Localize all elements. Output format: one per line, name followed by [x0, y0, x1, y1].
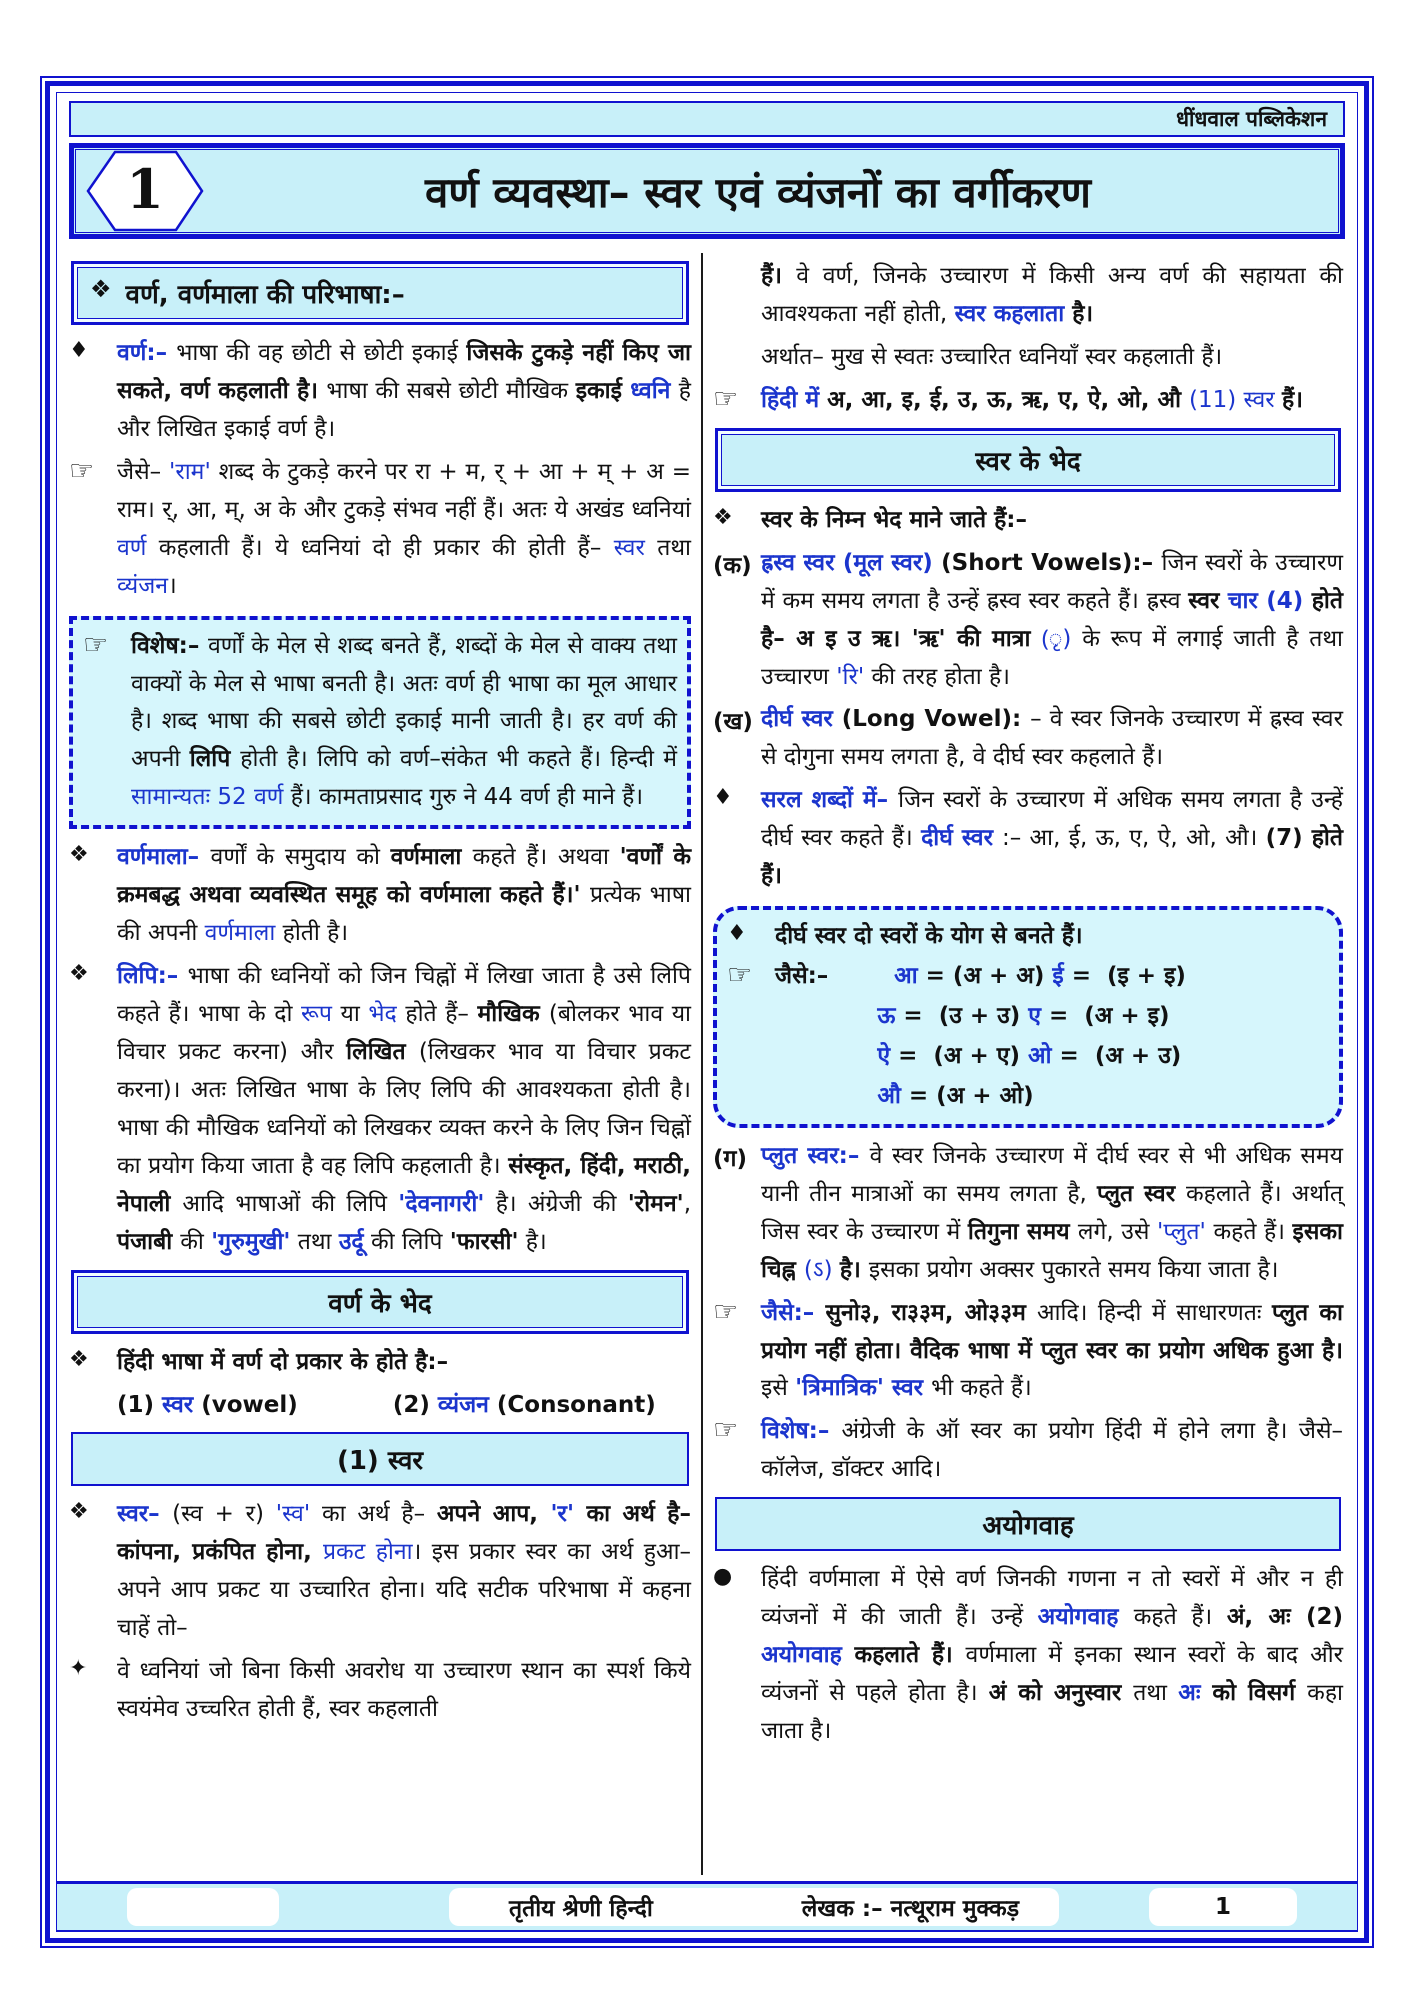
text-segment: ए: [1028, 1003, 1041, 1029]
section-heading-inner: [717, 1499, 1339, 1549]
paragraph-text: [761, 1138, 1343, 1290]
text-segment: इसका चिह्न: [761, 1218, 1343, 1283]
text-segment: (11) स्वर: [1189, 386, 1282, 413]
text-segment: अयोगवाह: [761, 1642, 855, 1669]
text-segment: [828, 963, 894, 989]
paragraph: [713, 1295, 1343, 1409]
text-segment: (ऽ): [803, 1256, 840, 1283]
text-segment: 'रि': [836, 663, 865, 690]
text-segment: होते हैं–: [396, 1001, 478, 1027]
section-heading-varn-ke-bhed: [71, 1270, 689, 1334]
text-segment: रूप: [301, 1001, 332, 1027]
text-segment: [775, 1003, 877, 1029]
text-segment: जैसे:–: [761, 1299, 826, 1326]
text-segment: इसे: [761, 1375, 796, 1402]
paragraph-text: [761, 382, 1343, 420]
text-segment: स्वर के निम्न भेद माने जाते हैं:–: [761, 506, 1027, 533]
text-segment: वर्णमाला में इनका स्थान स्वरों के बाद और व्यंजनों से पहले होता है।: [761, 1642, 1344, 1707]
text-segment: कहा जाता है।: [761, 1680, 1344, 1744]
paragraph-text: [761, 502, 1343, 540]
paragraph-text: [117, 335, 691, 449]
paragraph: [713, 1561, 1343, 1751]
pointing-finger-icon: ☞: [713, 1413, 739, 1447]
text-segment: की लिपि: [363, 1228, 450, 1255]
text-segment: (2): [1305, 1604, 1343, 1631]
footer-bar: [57, 1881, 1357, 1931]
chapter-number: 1: [126, 157, 164, 221]
text-segment: [775, 1083, 877, 1109]
text-segment: प्रत्येक भाषा की अपनी: [117, 882, 691, 947]
text-segment: कहलाती हैं। ये ध्वनियां दो ही प्रकार की होती हैं–: [146, 534, 614, 561]
bullet-icon: ♦: [727, 921, 747, 947]
pointing-finger-icon: ☞: [69, 453, 95, 487]
pointing-finger-icon: ☞: [713, 1294, 739, 1328]
paragraph-text: [131, 628, 677, 818]
text-segment: स्वर कहलाता: [954, 300, 1073, 327]
text-segment: (बोलकर भाव या विचार प्रकट करना) और: [117, 1001, 692, 1065]
text-segment: या: [331, 1001, 369, 1027]
page-number: 1: [1149, 1888, 1297, 1926]
text-segment: वर्णों के समुदाय को: [210, 844, 391, 871]
text-segment: 'र': [550, 1501, 574, 1528]
text-segment: सामान्यतः 52 वर्ण: [131, 784, 291, 811]
section-heading-inner: [77, 1276, 683, 1328]
text-segment: (vowel): [201, 1391, 298, 1418]
text-segment: अयोगवाह: [1037, 1604, 1134, 1631]
text-segment: है।: [839, 1256, 869, 1283]
text-segment: ।: [168, 572, 177, 599]
right-column: [713, 253, 1343, 1881]
text-segment: (2): [392, 1391, 438, 1418]
footer-author: लेखक :– नत्थूराम मुक्कड़: [801, 1896, 1019, 1922]
text-segment: कहते हैं।: [1205, 1218, 1293, 1245]
chapter-title: वर्ण व्यवस्था– स्वर एवं व्यंजनों का वर्गीकरण: [424, 167, 1092, 217]
paragraph-text: [117, 1344, 691, 1382]
text-segment: वे ध्वनियां जो बिना किसी अवरोध या उच्चारण स्थान का स्पर्श किये स्वयंमेव उच्चरित होती हैं, स्वर कहलाती: [117, 1658, 691, 1723]
text-segment: 'रोमन': [627, 1190, 684, 1217]
publisher-bar: [69, 101, 1345, 137]
text-segment: आदि भाषाओं की लिपि: [182, 1190, 399, 1217]
text-segment: (ृ): [1041, 625, 1083, 652]
bullet-icon: (ग): [713, 1145, 747, 1172]
text-segment: ,: [683, 1190, 691, 1217]
text-segment: (लिखकर भाव या विचार प्रकट करना)। अतः लिखित भाषा के लिए लिपि की आवश्यकता होती है। भाषा की मौखिक ध्वनियों को लिखकर व्यक्त करने के लिए जिन चिह्नों का प्रयोग किया जाता है वह लिपि कहलाती है।: [117, 1038, 691, 1179]
text-segment: अपने आप,: [436, 1501, 551, 1528]
text-segment: सुनो३, रा३३म, ओ३३म: [825, 1299, 1038, 1326]
paragraph: [83, 628, 677, 818]
text-segment: (स्व + र): [172, 1501, 276, 1528]
text-segment: 'गुरुमुखी': [211, 1228, 291, 1255]
text-segment: विशेष:–: [131, 632, 208, 659]
text-segment: व्यंजन: [437, 1391, 497, 1418]
bullet-icon: ❖: [69, 961, 89, 987]
section-heading-text: अयोगवाह: [982, 1511, 1074, 1542]
bullet-icon: (ख): [713, 709, 753, 736]
text-segment: हिंदी भाषा में वर्ण दो प्रकार के होते है:–: [117, 1348, 449, 1375]
text-segment: भाषा की ध्वनियों को जिन चिह्नों में लिखा जाता है उसे लिपि कहते हैं। भाषा के दो: [117, 963, 691, 1027]
text-segment: उर्दू: [338, 1228, 364, 1255]
paragraph: [713, 502, 1343, 540]
text-segment: ध्वनि: [630, 377, 679, 404]
bullet-icon: ❖: [713, 504, 733, 530]
text-segment: 'फारसी': [449, 1228, 519, 1255]
text-segment: है।: [1072, 300, 1094, 327]
text-segment: = (अ + उ): [1051, 1042, 1182, 1069]
text-segment: वे स्वर जिनके उच्चारण में दीर्घ स्वर से भी अधिक समय यानी तीन मात्राओं का समय लगता है,: [761, 1142, 1343, 1207]
text-segment: की तरह होता है।: [864, 663, 1010, 690]
indent-spacer: [69, 1387, 117, 1425]
text-segment: अ इ उ ऋ। 'ऋ' की मात्रा: [796, 625, 1042, 652]
text-segment: होती है।: [282, 920, 349, 947]
text-segment: है और लिखित इकाई वर्ण है।: [117, 377, 692, 442]
paragraph-text: [775, 958, 1329, 996]
text-segment: अर्थात– मुख से स्वतः उच्चारित ध्वनियाँ स्वर कहलाती हैं।: [761, 343, 1223, 370]
bullet-icon: ♦: [713, 785, 733, 811]
text-segment: जिसके टुकड़े नहीं किए जा सकते, वर्ण कहलाती है।: [117, 340, 691, 404]
text-segment: इसका प्रयोग अक्सर पुकारते समय किया जाता है।: [868, 1256, 1279, 1283]
section-heading-swar-ke-bhed: [715, 428, 1341, 492]
text-segment: = (उ + उ): [895, 1003, 1029, 1029]
text-segment: (1): [117, 1391, 163, 1418]
paragraph-text: [761, 545, 1343, 697]
text-segment: भेद: [368, 1001, 397, 1027]
paragraph-text: [117, 1653, 691, 1729]
text-segment: हिंदी में: [761, 386, 828, 413]
text-segment: अं को अनुस्वार: [988, 1680, 1134, 1707]
paragraph: [69, 1496, 691, 1648]
section-heading-text: वर्ण के भेद: [328, 1288, 432, 1319]
indent-spacer: [713, 339, 761, 377]
text-segment: 'स्व': [275, 1501, 311, 1528]
paragraph: [713, 258, 1343, 334]
text-segment: हिंदी वर्णमाला में ऐसे वर्ण जिनकी गणना न तो स्वरों में और न ही व्यंजनों में की जाती हैं। उन्हें: [761, 1566, 1343, 1631]
text-segment: आ: [894, 963, 918, 990]
text-segment: है। अंग्रेजी की: [484, 1190, 628, 1217]
text-segment: चार (4): [1227, 587, 1312, 614]
section-heading-inner: [73, 1434, 687, 1484]
text-segment: ह्रस्व स्वर (मूल स्वर): [761, 549, 942, 576]
text-segment: विशेष:–: [761, 1418, 842, 1445]
text-segment: = (अ + अ): [917, 963, 1053, 990]
special-note-box: [713, 906, 1343, 1128]
footer-info-box: [449, 1888, 1059, 1926]
text-segment: स्वर: [162, 1391, 202, 1418]
text-segment: लिपि: [189, 746, 241, 773]
paragraph: [713, 339, 1343, 377]
text-segment: प्लुत का प्रयोग नहीं होता।: [761, 1299, 1343, 1364]
paragraph-text: [761, 339, 1343, 377]
text-segment: कहते हैं।: [1133, 1604, 1227, 1631]
paragraph: [713, 382, 1343, 420]
middle-border: [45, 81, 1369, 1943]
text-segment: प्लुत स्वर:–: [761, 1142, 870, 1169]
section-heading-inner: [77, 267, 683, 319]
text-segment: कहते हैं। अथवा: [472, 844, 620, 871]
text-segment: तिगुना समय: [967, 1218, 1078, 1245]
text-segment: वर्णमाला–: [117, 844, 211, 871]
text-segment: ई: [1052, 963, 1064, 990]
text-segment: वे वर्ण, जिनके उच्चारण में किसी अन्य वर्ण की सहायता की आवश्यकता नहीं होती,: [761, 263, 1344, 327]
text-segment: स्वर: [613, 534, 645, 561]
paragraph: [713, 545, 1343, 697]
paragraph-text: [775, 1078, 1329, 1116]
paragraph-text: [775, 918, 1329, 956]
text-segment: लिपि:–: [117, 963, 188, 990]
section-heading-ayogvah: [715, 1497, 1341, 1551]
pointing-finger-icon: ☞: [727, 958, 753, 992]
paragraph-text: [775, 998, 1329, 1036]
chapter-number-badge: [84, 149, 206, 233]
text-segment: तथा: [1133, 1680, 1179, 1707]
text-segment: प्लुत स्वर: [1096, 1180, 1186, 1207]
text-segment: वर्ण: [117, 534, 147, 561]
indent-spacer: [727, 1078, 775, 1116]
section-heading-swar: [71, 1432, 689, 1486]
outer-border: [40, 76, 1374, 1948]
section-heading-text: (1) स्वर: [336, 1446, 424, 1477]
text-segment: संस्कृत, हिंदी, मराठी, नेपाली: [117, 1152, 691, 1217]
text-segment: = (अ + इ): [1040, 1003, 1170, 1029]
text-segment: हैं।: [761, 263, 797, 289]
paragraph-text: [761, 1561, 1343, 1751]
text-segment: शब्द के टुकड़े करने पर रा + म, र् + आ + म् + अ = राम। र्, आ, म्, अ के और टुकड़े संभव नहीं हैं। अतः ये अखंड ध्वनियां: [117, 458, 691, 523]
text-segment: (7) होते हैं।: [761, 825, 1343, 890]
text-segment: = (अ + ओ): [900, 1082, 1034, 1109]
section-heading-definition: [71, 261, 689, 325]
page-sheet: [40, 76, 1374, 1948]
text-segment: ऐ: [877, 1042, 891, 1069]
section-heading-text: वर्ण, वर्णमाला की परिभाषा:–: [125, 280, 405, 310]
text-segment: वर्णों के मेल से शब्द बनते हैं, शब्दों के मेल से वाक्य तथा वाक्यों के मेल से भाषा बनती है। अतः वर्ण ही भाषा का मूल आधार है। शब्द भाषा की सबसे छोटी इकाई मानी जाती है। हर वर्ण की अपनी: [131, 632, 677, 773]
text-segment: 'देवनागरी': [398, 1190, 485, 1217]
footer-series: तृतीय श्रेणी हिन्दी: [509, 1896, 653, 1922]
text-segment: सरल शब्दों में–: [761, 787, 899, 814]
paragraph: [727, 998, 1329, 1036]
paragraph-text: [117, 958, 691, 1262]
text-segment: स्वर–: [117, 1501, 173, 1528]
text-segment: = (इ + इ): [1063, 963, 1186, 990]
publisher-name: धींधवाल पब्लिकेशन: [1176, 107, 1327, 131]
text-segment: प्रकट होना: [322, 1539, 413, 1566]
text-segment: की: [180, 1228, 212, 1255]
paragraph: [727, 958, 1329, 996]
section-heading-text: स्वर के भेद: [975, 446, 1081, 477]
text-segment: वर्ण:–: [117, 340, 177, 366]
content-area: [69, 249, 1345, 1881]
text-segment: (Consonant): [496, 1391, 656, 1418]
paragraph-text: [117, 1387, 691, 1425]
text-segment: 'त्रिमात्रिक' स्वर: [795, 1375, 932, 1402]
text-segment: (Long Vowel):: [841, 706, 1031, 733]
text-segment: अ, आ, इ, ई, उ, ऊ, ऋ, ए, ऐ, ओ, औ: [827, 386, 1190, 413]
text-segment: वर्णमाला: [204, 920, 283, 947]
paragraph: [69, 1653, 691, 1729]
text-segment: वैदिक भाषा में प्लुत स्वर का प्रयोग अधिक हुआ है।: [910, 1337, 1343, 1364]
text-segment: भाषा की सबसे छोटी मौखिक: [326, 377, 576, 404]
footer-empty-box: [127, 1888, 279, 1926]
text-segment: 'प्लुत': [1157, 1218, 1206, 1245]
text-segment: स्वर: [1188, 587, 1228, 614]
text-segment: तथा: [644, 534, 692, 561]
text-segment: का अर्थ है–: [310, 1501, 437, 1528]
paragraph: [69, 335, 691, 449]
section-heading-inner: [721, 434, 1335, 486]
paragraph: [69, 1344, 691, 1382]
paragraph-text: [117, 454, 691, 606]
text-segment: जिन स्वरों के उच्चारण में कम समय लगता है उन्हें ह्रस्व स्वर कहते हैं। ह्रस्व: [761, 549, 1343, 614]
text-segment: दीर्घ स्वर: [761, 706, 842, 733]
indent-spacer: [713, 258, 761, 334]
text-segment: होती है। लिपि को वर्ण–संकेत भी कहते हैं। हिन्दी में: [240, 746, 677, 773]
paragraph: [69, 454, 691, 606]
bullet-icon: ●: [713, 1564, 733, 1590]
paragraph-text: [775, 1038, 1329, 1076]
paragraph-text: [761, 1295, 1343, 1409]
text-segment: जैसे–: [117, 458, 169, 485]
bullet-icon: ❖: [69, 842, 89, 868]
diamond-bullet-icon: ❖: [90, 275, 112, 303]
text-segment: :– आ, ई, ऊ, ए, ऐ, ओ, औ।: [1002, 825, 1266, 852]
paragraph-text: [761, 258, 1343, 334]
indent-spacer: [727, 1038, 775, 1076]
paragraph-text: [117, 839, 691, 953]
text-segment: जैसे:–: [775, 963, 829, 990]
text-segment: – वे स्वर जिनके उच्चारण में ह्रस्व स्वर से दोगुना समय लगता है, वे दीर्घ स्वर कहलाते हैं।: [761, 706, 1344, 771]
bullet-icon: ❖: [69, 1499, 89, 1525]
pointing-finger-icon: ☞: [713, 381, 739, 415]
text-segment: पंजाबी: [117, 1228, 181, 1255]
paragraph: [727, 918, 1329, 956]
paragraph: [713, 1138, 1343, 1290]
text-segment: का अर्थ है– कांपना, प्रकंपित होना,: [117, 1501, 691, 1566]
text-segment: । इस प्रकार स्वर का अर्थ हुआ– अपने आप प्रकट या उच्चारित होना। यदि सटीक परिभाषा में कहना चाहें तो–: [117, 1539, 691, 1642]
bullet-icon: (क): [713, 552, 752, 579]
bullet-icon: ✦: [69, 1656, 88, 1682]
text-segment: (Short Vowels):–: [941, 549, 1162, 576]
paragraph: [69, 1387, 691, 1425]
text-segment: अं, अः: [1226, 1604, 1306, 1631]
text-segment: दीर्घ स्वर दो स्वरों के योग से बनते हैं।: [775, 923, 1083, 950]
text-segment: अः: [1178, 1680, 1213, 1707]
paragraph: [69, 839, 691, 953]
text-segment: [775, 1043, 877, 1069]
text-segment: कहलाते हैं।: [854, 1642, 966, 1669]
text-segment: तथा: [290, 1228, 339, 1255]
text-segment: = (अ + ए): [890, 1042, 1028, 1069]
inner-border: [56, 92, 1358, 1932]
text-segment: कहलाते हैं। अर्थात् जिस स्वर के उच्चारण में: [761, 1180, 1343, 1245]
text-segment: ओ: [1028, 1042, 1052, 1069]
text-segment: आदि। हिन्दी में साधारणतः: [1037, 1299, 1272, 1326]
paragraph: [713, 782, 1343, 896]
text-segment: भी कहते हैं।: [931, 1375, 1032, 1402]
text-segment: के रूप में लगाई जाती है तथा उच्चारण: [761, 625, 1343, 690]
paragraph-text: [761, 782, 1343, 896]
paragraph: [713, 701, 1343, 777]
pointing-finger-icon: ☞: [83, 627, 109, 661]
text-segment: है।: [518, 1228, 547, 1255]
text-segment: होते है–: [761, 587, 1343, 652]
indent-spacer: [727, 998, 775, 1036]
text-segment: इकाई: [575, 377, 631, 404]
text-segment: दीर्घ स्वर: [921, 825, 1002, 852]
paragraph: [727, 1038, 1329, 1076]
text-segment: लगे, उसे: [1077, 1218, 1158, 1245]
text-segment: औ: [877, 1082, 901, 1109]
text-segment: वर्णमाला: [390, 844, 473, 871]
paragraph-text: [761, 1413, 1343, 1489]
paragraph: [69, 958, 691, 1262]
text-segment: भाषा की वह छोटी से छोटी इकाई: [176, 340, 467, 366]
text-segment: मौखिक: [477, 1001, 549, 1027]
left-column: [69, 253, 691, 1881]
bullet-icon: ❖: [69, 1346, 89, 1372]
text-segment: हैं। कामताप्रसाद गुरु ने 44 वर्ण ही माने हैं।: [290, 784, 644, 811]
paragraph: [713, 1413, 1343, 1489]
text-segment: 'वर्णों के क्रमबद्ध अथवा व्यवस्थित समूह को वर्णमाला कहते हैं।': [117, 844, 691, 909]
text-segment: जिन स्वरों के उच्चारण में अधिक समय लगता है उन्हें दीर्घ स्वर कहते हैं।: [761, 787, 1343, 852]
text-segment: 'राम': [169, 458, 211, 485]
text-segment: लिखित: [346, 1038, 419, 1065]
column-divider: [701, 253, 703, 1875]
text-segment: व्यंजन: [117, 572, 169, 599]
bullet-icon: ♦: [69, 338, 89, 363]
text-segment: अंग्रेजी के ऑ स्वर का प्रयोग हिंदी में होने लगा है। जैसे– कॉलेज, डॉक्टर आदि।: [761, 1418, 1343, 1483]
paragraph-text: [761, 701, 1343, 777]
text-segment: को विसर्ग: [1212, 1680, 1308, 1707]
paragraph-text: [117, 1496, 691, 1648]
text-segment: ऊ: [877, 1003, 896, 1029]
special-note-box: [69, 616, 691, 830]
text-segment: हैं।: [1282, 386, 1303, 413]
paragraph: [727, 1078, 1329, 1116]
text-segment: [298, 1392, 393, 1418]
chapter-title-banner: [69, 143, 1345, 239]
